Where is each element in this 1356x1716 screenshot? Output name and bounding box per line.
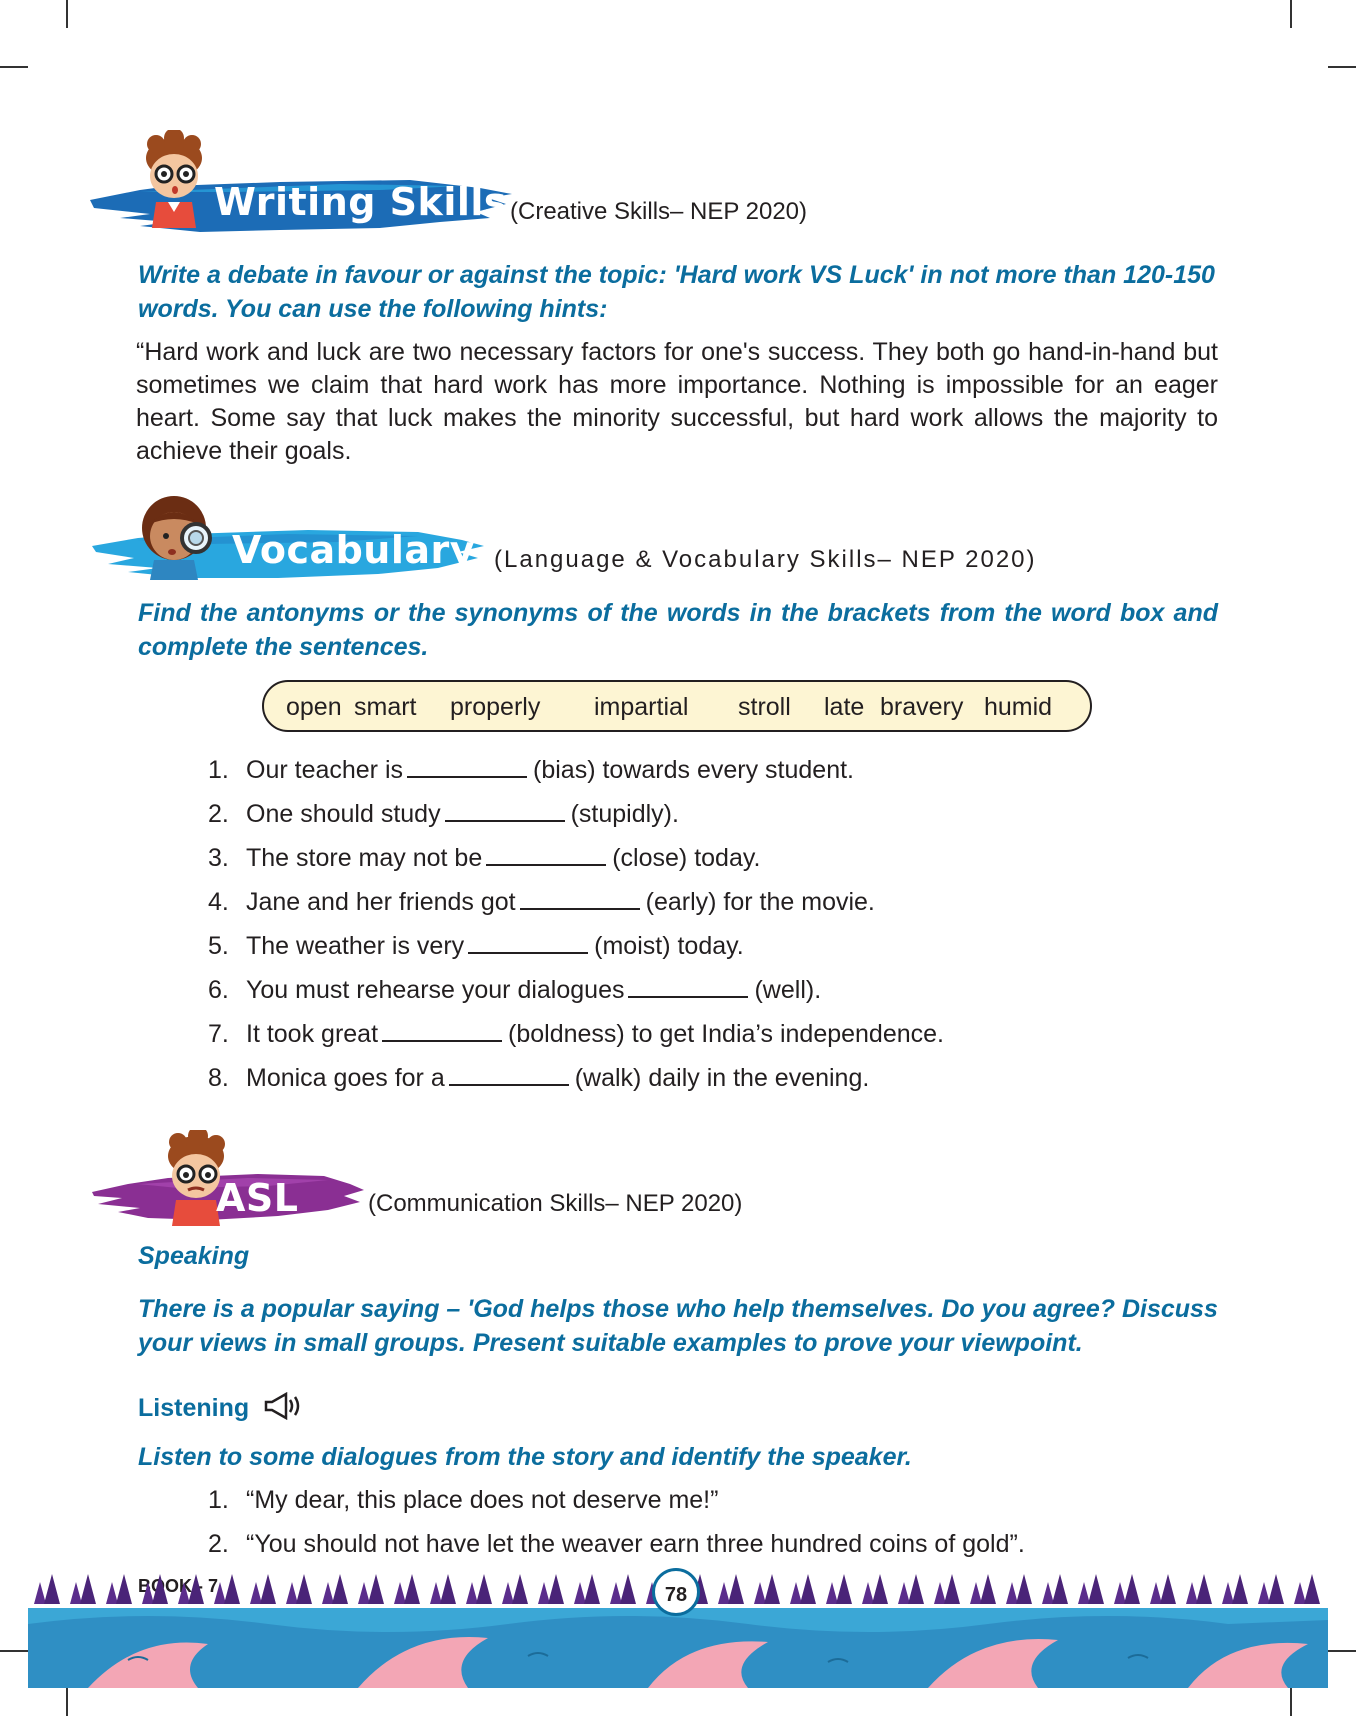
question-text: (stupidly). bbox=[570, 800, 679, 828]
answer-blank[interactable] bbox=[628, 974, 748, 998]
word-box-word: stroll bbox=[738, 693, 791, 721]
list-item bbox=[208, 1478, 1208, 1522]
answer-blank[interactable] bbox=[468, 930, 588, 954]
question-number: 7. bbox=[208, 1020, 229, 1048]
listening-instruction: Listen to some dialogues from the story and identify the speaker. bbox=[138, 1443, 912, 1471]
list-item bbox=[208, 748, 1208, 792]
question-text: (walk) daily in the evening. bbox=[574, 1064, 870, 1092]
list-item bbox=[208, 968, 1208, 1012]
crop-mark bbox=[1290, 1688, 1292, 1716]
question-text: (moist) today. bbox=[594, 932, 744, 960]
boy-mascot-icon bbox=[134, 130, 214, 228]
answer-blank[interactable] bbox=[407, 754, 527, 778]
question-text: Our teacher is bbox=[246, 756, 404, 784]
word-box-word: impartial bbox=[594, 693, 689, 721]
asl-title: ASL bbox=[216, 1176, 299, 1220]
vocabulary-title: Vocabulary bbox=[232, 528, 476, 572]
dialogue-number: 1. bbox=[208, 1486, 229, 1514]
question-text: Jane and her friends got bbox=[246, 888, 516, 916]
word-box bbox=[262, 680, 1092, 732]
vocabulary-question-list bbox=[208, 748, 1208, 1100]
question-number: 8. bbox=[208, 1064, 229, 1092]
crop-mark bbox=[0, 1650, 28, 1652]
question-text: (well). bbox=[754, 976, 822, 1004]
megaphone-icon bbox=[262, 1392, 306, 1420]
word-box-word: open bbox=[286, 693, 342, 721]
writing-skills-banner bbox=[80, 128, 520, 240]
speaking-label: Speaking bbox=[138, 1242, 250, 1270]
word-box-word: humid bbox=[984, 693, 1053, 721]
question-text: The weather is very bbox=[246, 932, 465, 960]
vocabulary-subtitle: (Language & Vocabulary Skills– NEP 2020) bbox=[494, 546, 1037, 573]
word-box-word: smart bbox=[354, 693, 417, 721]
question-text: (early) for the movie. bbox=[645, 888, 875, 916]
writing-instruction: Write a debate in favour or against the topic: 'Hard work VS Luck' in not more than 120-150 words. You can use the following hints: bbox=[138, 261, 1215, 323]
writing-skills-title: Writing Skills bbox=[214, 180, 508, 224]
answer-blank[interactable] bbox=[445, 798, 565, 822]
list-item bbox=[208, 880, 1208, 924]
crop-mark bbox=[66, 1688, 68, 1716]
speaking-instruction: There is a popular saying – 'God helps those who help themselves. Do you agree? Discuss your views in small groups. Present suitable examples to prove your viewpoint. bbox=[138, 1295, 1218, 1357]
question-number: 1. bbox=[208, 756, 229, 784]
list-item bbox=[208, 1522, 1208, 1566]
dialogue-text: “You should not have let the weaver earn three hundred coins of gold”. bbox=[246, 1530, 1025, 1558]
answer-blank[interactable] bbox=[486, 842, 606, 866]
asl-banner bbox=[88, 1130, 368, 1230]
question-number: 4. bbox=[208, 888, 229, 916]
page-number: 78 bbox=[652, 1568, 700, 1616]
question-text: (bias) towards every student. bbox=[533, 756, 854, 784]
crop-mark bbox=[66, 0, 68, 28]
list-item bbox=[208, 1056, 1208, 1100]
question-text: The store may not be bbox=[246, 844, 483, 872]
vocabulary-banner bbox=[88, 488, 488, 588]
word-box-word: properly bbox=[450, 693, 541, 721]
vocabulary-instruction: Find the antonyms or the synonyms of the words in the brackets from the word box and complete the sentences. bbox=[138, 599, 1218, 661]
dialogue-text: “My dear, this place does not deserve me!” bbox=[246, 1486, 719, 1514]
question-text: One should study bbox=[246, 800, 441, 828]
girl-mascot-icon bbox=[134, 488, 234, 580]
listening-label-text: Listening bbox=[138, 1394, 250, 1422]
list-item bbox=[208, 924, 1208, 968]
listening-label bbox=[138, 1392, 306, 1423]
list-item bbox=[208, 836, 1208, 880]
question-text: (boldness) to get India’s independence. bbox=[508, 1020, 944, 1048]
question-text: It took great bbox=[246, 1020, 379, 1048]
list-item bbox=[208, 792, 1208, 836]
writing-hint-text: “Hard work and luck are two necessary factors for one's success. They both go hand-in-hand but sometimes we claim that hard work has more importance. Nothing is impossible for an eager heart. Some say that luck makes the minority successful, but hard work allows the majority to achieve their goals. bbox=[136, 338, 1218, 465]
question-text: Monica goes for a bbox=[246, 1064, 445, 1092]
crop-mark bbox=[0, 66, 28, 68]
question-text: You must rehearse your dialogues bbox=[246, 976, 625, 1004]
answer-blank[interactable] bbox=[382, 1018, 502, 1042]
dialogue-number: 2. bbox=[208, 1530, 229, 1558]
answer-blank[interactable] bbox=[520, 886, 640, 910]
question-text: (close) today. bbox=[612, 844, 761, 872]
question-number: 5. bbox=[208, 932, 229, 960]
asl-subtitle: (Communication Skills– NEP 2020) bbox=[368, 1190, 743, 1217]
crop-mark bbox=[1328, 66, 1356, 68]
question-number: 2. bbox=[208, 800, 229, 828]
dialogue-list bbox=[208, 1478, 1208, 1566]
crop-mark bbox=[1290, 0, 1292, 28]
word-box-word: bravery bbox=[880, 693, 964, 721]
writing-skills-subtitle: (Creative Skills– NEP 2020) bbox=[510, 198, 808, 225]
answer-blank[interactable] bbox=[449, 1062, 569, 1086]
word-box-word: late bbox=[824, 693, 865, 721]
list-item bbox=[208, 1012, 1208, 1056]
question-number: 6. bbox=[208, 976, 229, 1004]
question-number: 3. bbox=[208, 844, 229, 872]
